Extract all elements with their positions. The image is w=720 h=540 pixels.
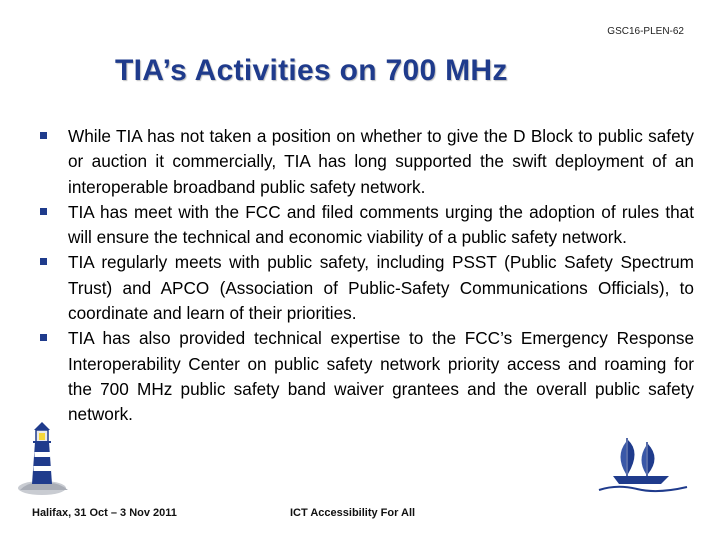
bullet-text: TIA has also provided technical expertise to the FCC’s Emergency Response Interoperability Center on public safety network priority access and roaming for the 700 MHz public safety band waiver grantees and the overall public safety network. (68, 328, 694, 425)
bullet-text: While TIA has not taken a position on whether to give the D Block to public safety or auction it commercially, TIA has long supported the swift deployment of an interoperable broadband public safety network. (68, 126, 694, 197)
square-bullet-icon (40, 132, 47, 139)
list-item (40, 326, 694, 427)
sailing-ship-icon (597, 432, 689, 496)
square-bullet-icon (40, 258, 47, 265)
square-bullet-icon (40, 334, 47, 341)
list-item (40, 124, 694, 200)
footer-location-date: Halifax, 31 Oct – 3 Nov 2011 (32, 507, 177, 519)
list-item (40, 250, 694, 326)
bullet-text: TIA regularly meets with public safety, including PSST (Public Safety Spectrum Trust) and APCO (Association of Public-Safety Communications Officials), to coordinate and learn of their priorities. (68, 252, 694, 324)
document-id: GSC16-PLEN-62 (607, 26, 684, 37)
footer-tagline: ICT Accessibility For All (290, 507, 416, 519)
bullet-text: TIA has meet with the FCC and filed comments urging the adoption of rules that will ensure the technical and economic viability of a public safety network. (68, 201, 694, 248)
list-item (40, 200, 694, 251)
slide-title: TIA’s Activities on 700 MHz (115, 54, 508, 87)
square-bullet-icon (40, 208, 47, 215)
bullet-list (40, 124, 694, 428)
lighthouse-icon (16, 418, 72, 496)
